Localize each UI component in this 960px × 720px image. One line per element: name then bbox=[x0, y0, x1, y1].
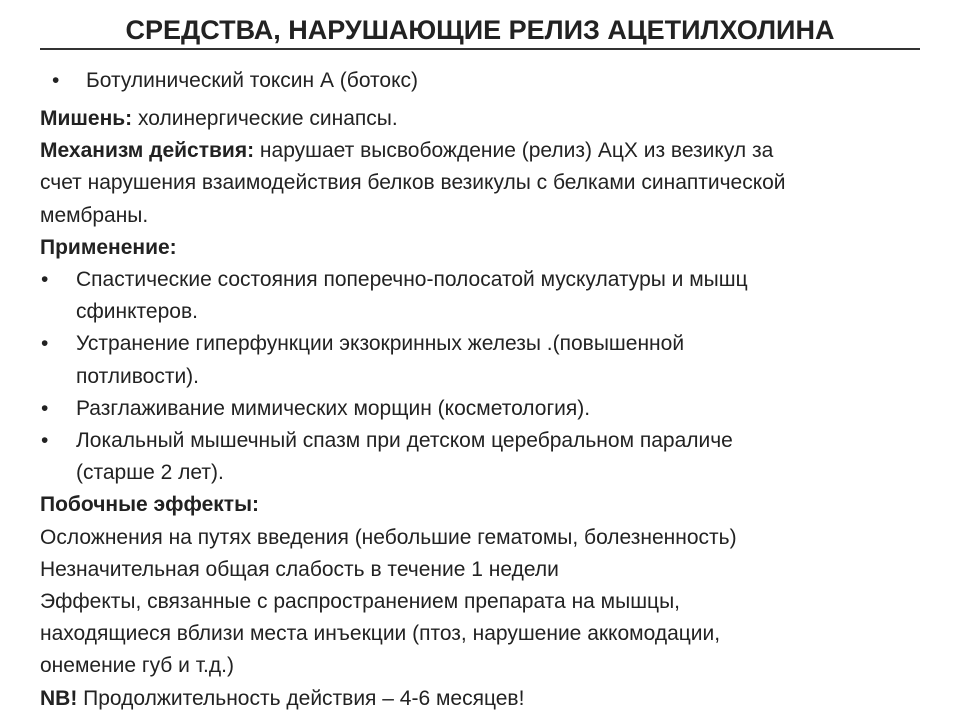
nb-text: Продолжительность действия – 4-6 месяцев! bbox=[77, 686, 525, 710]
bullet-icon: • bbox=[52, 69, 60, 92]
side-effect-line: онемение губ и т.д.) bbox=[40, 654, 234, 678]
nb-line bbox=[40, 683, 920, 715]
application-label: Применение: bbox=[40, 235, 177, 259]
drug-bullet-item bbox=[52, 65, 418, 97]
application-item-text: сфинктеров. bbox=[76, 300, 198, 324]
application-item bbox=[40, 393, 920, 425]
side-effects-label: Побочные эффекты: bbox=[40, 493, 259, 517]
target-label: Мишень: bbox=[40, 107, 133, 130]
mechanism-line-1 bbox=[40, 135, 920, 167]
application-item bbox=[40, 264, 920, 328]
application-item bbox=[40, 328, 920, 392]
title-underline bbox=[40, 48, 920, 50]
bullet-icon: • bbox=[41, 429, 49, 453]
application-item-text: Локальный мышечный спазм при детском церебральном параличе bbox=[76, 429, 733, 453]
slide-body bbox=[40, 103, 920, 715]
target-text: холинергические синапсы. bbox=[132, 107, 398, 130]
mechanism-label: Механизм действия: bbox=[40, 139, 255, 163]
application-item-text: Разглаживание мимических морщин (косметология). bbox=[76, 396, 591, 420]
bullet-icon: • bbox=[41, 396, 49, 420]
mechanism-line-3: мембраны. bbox=[40, 203, 149, 227]
bullet-icon: • bbox=[41, 332, 49, 356]
mechanism-line-2: счет нарушения взаимодействия белков везикулы с белками синаптической bbox=[40, 171, 786, 195]
nb-label: NB! bbox=[40, 686, 78, 710]
side-effect-line: Осложнения на путях введения (небольшие гематомы, болезненность) bbox=[40, 525, 737, 549]
side-effect-line: Незначительная общая слабость в течение 1 недели bbox=[40, 557, 559, 581]
bullet-icon: • bbox=[41, 268, 49, 292]
mechanism-text-1: нарушает высвобождение (релиз) АцХ из везикул за bbox=[254, 139, 774, 163]
target-line bbox=[40, 103, 920, 135]
application-item-text: Спастические состояния поперечно-полосатой мускулатуры и мышц bbox=[76, 268, 748, 292]
application-item bbox=[40, 425, 920, 489]
slide-title: СРЕДСТВА, НАРУШАЮЩИЕ РЕЛИЗ АЦЕТИЛХОЛИНА bbox=[125, 15, 835, 45]
drug-name: Ботулинический токсин А (ботокс) bbox=[86, 69, 419, 92]
application-item-text: (старше 2 лет). bbox=[76, 461, 224, 485]
application-item-text: потливости). bbox=[76, 364, 200, 388]
side-effect-line: Эффекты, связанные с распространением препарата на мышцы, bbox=[40, 590, 681, 614]
side-effect-line: находящиеся вблизи места инъекции (птоз, нарушение аккомодации, bbox=[40, 622, 721, 646]
application-item-text: Устранение гиперфункции экзокринных железы .(повышенной bbox=[76, 332, 685, 356]
